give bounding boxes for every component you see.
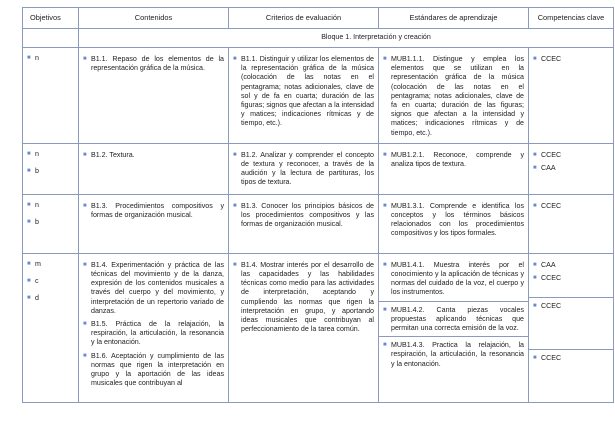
criterio-item: B1.2. Analizar y comprender el concepto de textura y reconocer, a través de la audición y la lectura de partituras, los tipos de textura.	[241, 150, 374, 187]
objetivo-item: c	[35, 277, 39, 286]
bullet-icon: ■	[233, 202, 237, 209]
bullet-icon: ■	[83, 321, 87, 328]
bullet-icon: ■	[233, 56, 237, 62]
competencias-cell	[529, 194, 614, 253]
table-row	[23, 194, 614, 253]
criterios-cell	[229, 253, 379, 402]
competencia-item: CCEC	[541, 150, 562, 159]
competencias-cell	[529, 253, 614, 402]
estandares-cell	[379, 253, 529, 402]
header-estandares: Estándares de aprendizaje	[379, 8, 529, 29]
competencia-item: CCEC	[541, 274, 562, 283]
objetivo-item: d	[35, 294, 39, 303]
bullet-icon: ■	[383, 56, 387, 62]
objetivos-cell	[23, 253, 79, 402]
bullet-icon: ■	[533, 56, 537, 62]
bullet-icon: ■	[27, 278, 31, 285]
contenido-item: B1.5. Práctica de la relajación, la respiración, la articulación, la resonancia y la entonación.	[91, 320, 224, 347]
objetivos-cell	[23, 48, 79, 144]
table-row	[23, 253, 614, 402]
row-divider	[379, 301, 528, 302]
header-objetivos: Objetivos	[23, 8, 79, 29]
table-row	[23, 48, 614, 144]
objetivo-item: b	[35, 167, 39, 176]
estandares-cell	[379, 194, 529, 253]
objetivo-item: m	[35, 259, 41, 268]
contenido-item: B1.4. Experimentación y práctica de las técnicas del movimiento y de la danza, expresión de los contenidos musicales a través del cuerpo y del movimiento, y interpretación de un repertorio variado de danzas.	[91, 260, 224, 315]
contenido-item: B1.6. Aceptación y cumplimiento de las normas que rigen la interpretación en grupo y la aportación de las ideas musicales que contribuyan al	[91, 351, 224, 388]
bullet-icon: ■	[27, 260, 31, 267]
contenido-item: B1.2. Textura.	[91, 150, 135, 159]
estandar-item: MUB1.4.2. Canta piezas vocales propuestas aplicando técnicas que permitan una correcta emisión de la voz.	[391, 305, 524, 333]
block-title: Bloque 1. Interpretación y creación	[79, 29, 614, 48]
estandar-item: MUB1.4.1. Muestra interés por el conocimiento y la aplicación de técnicas y normas del cuidado de la voz, el cuerpo y los instrumentos.	[391, 260, 524, 297]
objetivo-item: n	[35, 200, 39, 209]
objetivos-cell	[23, 143, 79, 194]
criterios-cell	[229, 194, 379, 253]
bullet-icon: ■	[27, 219, 31, 226]
table-row	[23, 143, 614, 194]
header-contenidos: Contenidos	[79, 8, 229, 29]
criterio-item: B1.3. Conocer los principios básicos de los procedimientos compositivos y las formas de organización musical.	[241, 201, 374, 229]
block-title-row	[23, 29, 614, 48]
bullet-icon: ■	[533, 275, 537, 282]
estandar-item: MUB1.3.1. Comprende e identifica los conceptos y los términos básicos relacionados con los procedimientos compositivos y los tipos formales.	[391, 201, 524, 238]
competencia-item: CAA	[541, 164, 556, 173]
objetivo-item: n	[35, 149, 39, 158]
objetivo-item: n	[35, 54, 39, 62]
criterios-cell	[229, 48, 379, 144]
header-criterios: Criterios de evaluación	[229, 8, 379, 29]
bullet-icon: ■	[533, 355, 537, 362]
competencia-item: CCEC	[541, 55, 562, 63]
contenidos-cell	[79, 194, 229, 253]
bullet-icon: ■	[383, 151, 387, 158]
contenidos-cell	[79, 143, 229, 194]
bullet-icon: ■	[83, 261, 87, 268]
contenidos-cell	[79, 48, 229, 144]
row-divider	[379, 336, 528, 337]
bullet-icon: ■	[83, 56, 87, 62]
curriculum-table	[22, 7, 614, 403]
bullet-icon: ■	[533, 202, 537, 209]
estandar-item: MUB1.2.1. Reconoce, comprende y analiza tipos de textura.	[391, 150, 524, 169]
row-divider	[529, 349, 613, 350]
estandares-cell	[379, 143, 529, 194]
competencias-cell	[529, 143, 614, 194]
bullet-icon: ■	[27, 168, 31, 175]
criterio-item: B1.4. Mostrar interés por el desarrollo de las capacidades y las habilidades técnicas como medio para las actividades de interpretación, aceptando y cumpliendo las normas que rigen la interpretación en grupo, y aportando ideas musicales que contribuyan al perfeccionamiento de la tarea común.	[241, 260, 374, 334]
bullet-icon: ■	[383, 202, 387, 209]
bullet-icon: ■	[533, 261, 537, 268]
competencia-item: CAA	[541, 260, 556, 269]
bullet-icon: ■	[83, 151, 87, 158]
competencia-item: CCEC	[541, 354, 562, 363]
contenido-item: B1.3. Procedimientos compositivos y formas de organización musical.	[91, 201, 224, 220]
objetivo-item: b	[35, 218, 39, 227]
header-competencias: Competencias clave	[529, 8, 614, 29]
row-divider	[529, 297, 613, 298]
contenidos-cell	[79, 253, 229, 402]
objetivos-cell	[23, 194, 79, 253]
estandar-item: MUB1.1.1. Distingue y emplea los elementos que se utilizan en la representación gráfica de la música (colocación de las notas en el pentagrama; notas adicionales, clave de fa en cuarta; duración de las figuras; signos que afectan a la intensidad y matices; indicaciones rítmicas y de tiempo, etc.).	[391, 55, 524, 137]
competencia-item: CCEC	[541, 302, 562, 311]
bullet-icon: ■	[83, 202, 87, 209]
bullet-icon: ■	[383, 306, 387, 313]
competencia-item: CCEC	[541, 201, 562, 210]
bullet-icon: ■	[383, 261, 387, 268]
bullet-icon: ■	[383, 342, 387, 349]
competencias-cell	[529, 48, 614, 144]
header-row	[23, 8, 614, 29]
bullet-icon: ■	[233, 151, 237, 158]
bullet-icon: ■	[27, 55, 31, 61]
bullet-icon: ■	[27, 295, 31, 302]
bullet-icon: ■	[27, 150, 31, 157]
bullet-icon: ■	[27, 201, 31, 208]
block-title-spacer	[23, 29, 79, 48]
estandar-item: MUB1.4.3. Practica la relajación, la respiración, la articulación, la resonancia y la entonación.	[391, 341, 524, 368]
criterios-cell	[229, 143, 379, 194]
bullet-icon: ■	[233, 261, 237, 268]
estandares-cell	[379, 48, 529, 144]
contenido-item: B1.1. Repaso de los elementos de la representación gráfica de la música.	[91, 55, 224, 73]
bullet-icon: ■	[533, 165, 537, 172]
bullet-icon: ■	[533, 303, 537, 310]
bullet-icon: ■	[83, 352, 87, 359]
bullet-icon: ■	[533, 151, 537, 158]
criterio-item: B1.1. Distinguir y utilizar los elementos de la representación gráfica de la música (colocación de las notas en el pentagrama; notas adicionales, clave de sol y de fa en cuarta; duración de las figuras; signos que afectan a la intensidad y matices; indicaciones rítmicas y de tiempo, etc.).	[241, 55, 374, 128]
